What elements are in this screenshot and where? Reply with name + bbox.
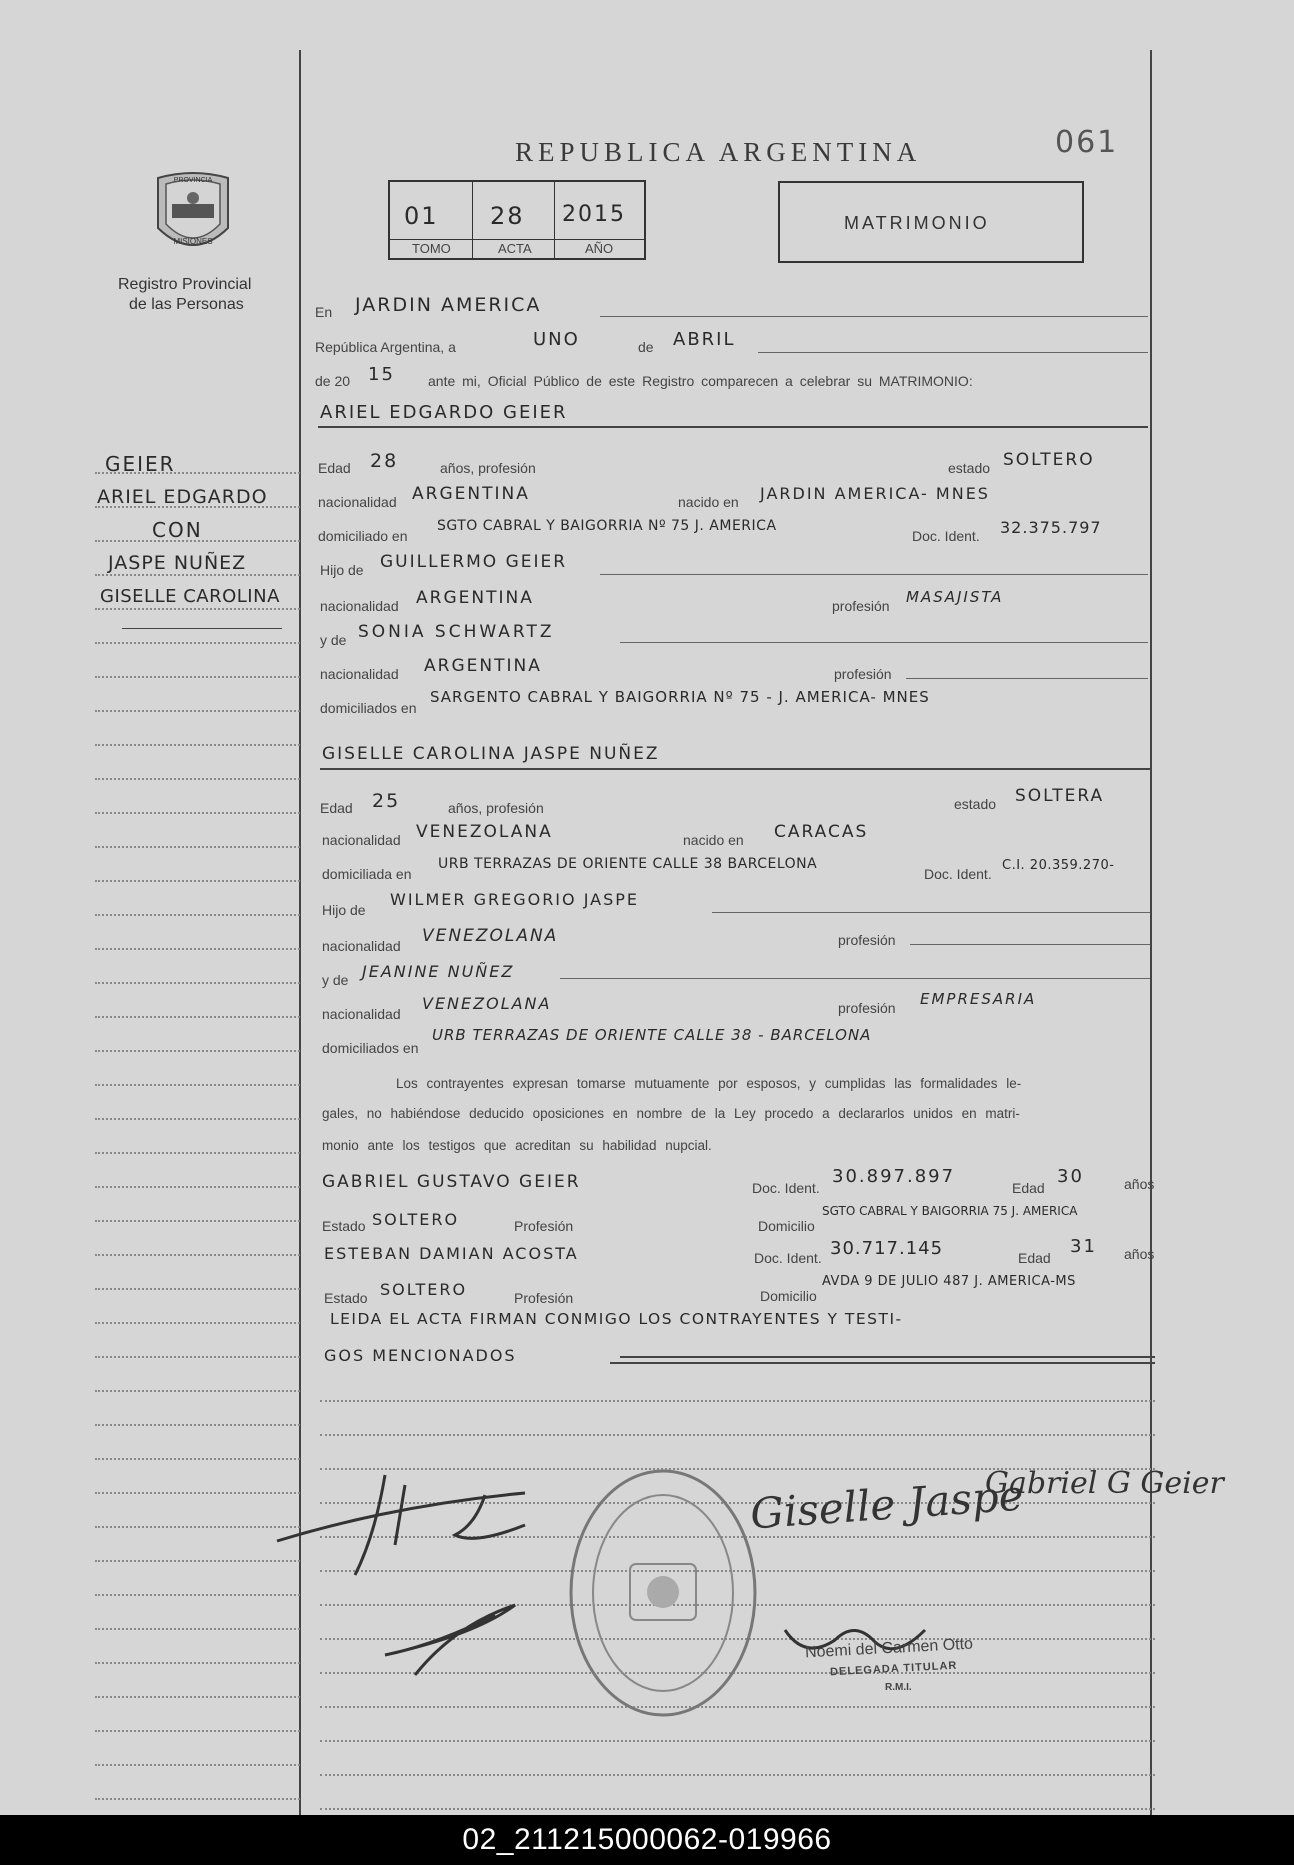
witness1-anos-label: años — [1124, 1176, 1155, 1192]
bride-address: URB TERRAZAS DE ORIENTE CALLE 38 BARCELONA — [438, 856, 818, 872]
witness2-name: ESTEBAN DAMIAN ACOSTA — [324, 1244, 579, 1263]
groom-mother-nat-label: nacionalidad — [320, 666, 399, 682]
marriage-month: ABRIL — [673, 329, 736, 350]
bride-doc: C.I. 20.359.270- — [1002, 858, 1115, 873]
witness2-profesion-label: Profesión — [514, 1290, 574, 1306]
republica-label: República Argentina, a — [315, 339, 456, 355]
bride-doc-label: Doc. Ident. — [924, 866, 992, 882]
witness1-address: SGTO CABRAL Y BAIGORRIA 75 J. AMERICA — [822, 1204, 1078, 1218]
witness1-name: GABRIEL GUSTAVO GEIER — [322, 1172, 581, 1192]
witness1-edad-label: Edad — [1012, 1180, 1045, 1196]
groom-father-nat-label: nacionalidad — [320, 598, 399, 614]
bride-estado: SOLTERA — [1015, 786, 1105, 806]
tomo-value: 01 — [404, 202, 439, 230]
act-box — [388, 180, 646, 260]
registry-stamp-icon — [568, 1468, 758, 1718]
witness1-age: 30 — [1057, 1166, 1084, 1187]
witness2-address: AVDA 9 DE JULIO 487 J. AMERICA-MS — [822, 1274, 1076, 1289]
page-number: 061 — [1055, 125, 1119, 160]
groom-nationality-label: nacionalidad — [318, 494, 397, 510]
bride-parents-dom-label: domiciliados en — [322, 1040, 419, 1056]
groom-nacido-label: nacido en — [678, 494, 739, 510]
right-page-border — [1150, 50, 1152, 1815]
groom-doc: 32.375.797 — [1000, 518, 1102, 537]
declaration-line2: gales, no habiéndose deducido oposiciones en nombre de la Ley procedo a declararlos unidos en matri- — [322, 1106, 1020, 1121]
bride-father: WILMER GREGORIO JASPE — [390, 890, 639, 909]
groom-doc-label: Doc. Ident. — [912, 528, 980, 544]
groom-yde-label: y de — [320, 632, 347, 648]
official-name: Noemi del Carmen Otto — [804, 1635, 974, 1662]
groom-nationality: ARGENTINA — [412, 484, 530, 504]
year-prefix: de 20 — [315, 373, 351, 389]
witness-signature: Gabriel G Geier — [985, 1466, 1224, 1501]
registry-name-line2: de las Personas — [129, 296, 244, 313]
groom-address: SGTO CABRAL Y BAIGORRIA Nº 75 J. AMERICA — [437, 518, 777, 534]
ano-value: 2015 — [562, 202, 626, 227]
groom-estado-label: estado — [948, 460, 991, 476]
groom-parents-address: SARGENTO CABRAL Y BAIGORRIA Nº 75 - J. AMERICA- MNES — [430, 688, 930, 706]
witness1-doc: 30.897.897 — [832, 1166, 956, 1187]
bride-hijo-label: Hijo de — [322, 902, 366, 918]
groom-full-name: ARIEL EDGARDO GEIER — [320, 402, 568, 423]
bride-father-prof-label: profesión — [838, 932, 896, 948]
document-id: 02_211215000062-019966 — [462, 1823, 832, 1856]
witness2-age: 31 — [1070, 1236, 1097, 1257]
en-label: En — [315, 304, 333, 320]
tomo-label: TOMO — [412, 241, 451, 256]
witness2-estado: SOLTERO — [380, 1280, 468, 1299]
groom-father: GUILLERMO GEIER — [380, 552, 568, 572]
bride-yde-label: y de — [322, 972, 349, 988]
bride-domicile-label: domiciliada en — [322, 866, 412, 882]
acta-value: 28 — [490, 202, 525, 230]
groom-anos-label: años, profesión — [440, 460, 536, 476]
groom-father-nationality: ARGENTINA — [416, 588, 534, 608]
declaration-line3: monio ante los testigos que acreditan su habilidad nupcial. — [322, 1138, 712, 1153]
registry-name-line1: Registro Provincial — [118, 276, 252, 293]
appearance-statement: ante mi, Oficial Público de este Registro comparecen a celebrar su MATRIMONIO: — [428, 373, 973, 389]
margin-note-line3: CON — [152, 518, 203, 542]
bride-signature: Giselle Jaspe — [748, 1470, 1026, 1539]
groom-father-prof-label: profesión — [832, 598, 890, 614]
witness2-estado-label: Estado — [324, 1290, 368, 1306]
bride-parents-address: URB TERRAZAS DE ORIENTE CALLE 38 - BARCELONA — [432, 1026, 872, 1044]
bride-nacido-label: nacido en — [683, 832, 744, 848]
bride-birthplace: CARACAS — [774, 822, 869, 842]
provincial-seal-icon — [152, 168, 234, 262]
witness2-edad-label: Edad — [1018, 1250, 1051, 1266]
bride-father-nationality: VENEZOLANA — [422, 926, 559, 946]
witness1-estado: SOLTERO — [372, 1210, 460, 1229]
official-signature-icon — [275, 1465, 575, 1685]
bride-mother: JEANINE NUÑEZ — [362, 962, 515, 981]
bride-nationality: VENEZOLANA — [416, 822, 553, 842]
groom-edad-label: Edad — [318, 460, 351, 476]
groom-mother-prof-label: profesión — [834, 666, 892, 682]
de-label: de — [638, 339, 654, 355]
witness1-doc-label: Doc. Ident. — [752, 1180, 820, 1196]
ano-label: AÑO — [585, 241, 614, 256]
groom-hijo-label: Hijo de — [320, 562, 364, 578]
groom-father-profession: MASAJISTA — [906, 588, 1004, 606]
bride-mother-profession: EMPRESARIA — [920, 990, 1037, 1008]
bride-mother-nationality: VENEZOLANA — [422, 994, 552, 1013]
groom-age: 28 — [370, 450, 399, 472]
svg-text:MISIONES: MISIONES — [173, 237, 213, 246]
marriage-place: JARDIN AMERICA — [355, 294, 542, 316]
record-type-label: MATRIMONIO — [844, 213, 990, 233]
bride-anos-label: años, profesión — [448, 800, 544, 816]
record-type-box — [778, 181, 1084, 263]
witness2-doc-label: Doc. Ident. — [754, 1250, 822, 1266]
margin-note-line2: ARIEL EDGARDO — [97, 486, 268, 508]
official-code: R.M.I. — [885, 1682, 912, 1693]
bride-edad-label: Edad — [320, 800, 353, 816]
country-title: REPUBLICA ARGENTINA — [515, 137, 922, 167]
document-id-bar — [0, 1815, 1294, 1865]
bride-full-name: GISELLE CAROLINA JASPE NUÑEZ — [322, 744, 660, 764]
bride-mother-nat-label: nacionalidad — [322, 1006, 401, 1022]
acta-label: ACTA — [498, 241, 532, 256]
bride-estado-label: estado — [954, 796, 997, 812]
marriage-year-suffix: 15 — [368, 364, 395, 385]
closing-line1: LEIDA EL ACTA FIRMAN CONMIGO LOS CONTRAYENTES Y TESTI- — [330, 1310, 903, 1328]
margin-note-line5: GISELLE CAROLINA — [100, 586, 280, 607]
witness2-doc: 30.717.145 — [830, 1238, 944, 1259]
groom-mother: SONIA SCHWARTZ — [358, 622, 555, 642]
groom-mother-nationality: ARGENTINA — [424, 656, 542, 676]
margin-note-line4: JASPE NUÑEZ — [108, 552, 247, 574]
groom-domicile-label: domiciliado en — [318, 528, 408, 544]
witness1-profesion-label: Profesión — [514, 1218, 574, 1234]
marriage-day: UNO — [533, 329, 580, 350]
bride-father-nat-label: nacionalidad — [322, 938, 401, 954]
groom-parents-dom-label: domiciliados en — [320, 700, 417, 716]
bride-nationality-label: nacionalidad — [322, 832, 401, 848]
official-title: DELEGADA TITULAR — [829, 1659, 958, 1679]
bride-mother-prof-label: profesión — [838, 1000, 896, 1016]
groom-estado: SOLTERO — [1003, 450, 1095, 470]
margin-note-line1: GEIER — [105, 452, 176, 476]
witness2-anos-label: años — [1124, 1246, 1155, 1262]
declaration-line1: Los contrayentes expresan tomarse mutuamente por esposos, y cumplidas las formalidades le- — [396, 1076, 1022, 1091]
svg-text:PROVINCIA: PROVINCIA — [173, 177, 213, 184]
closing-line2: GOS MENCIONADOS — [324, 1346, 517, 1365]
bride-age: 25 — [372, 790, 401, 812]
witness1-estado-label: Estado — [322, 1218, 366, 1234]
witness2-domicilio-label: Domicilio — [760, 1288, 817, 1304]
groom-birthplace: JARDIN AMERICA- MNES — [760, 484, 990, 503]
witness1-domicilio-label: Domicilio — [758, 1218, 815, 1234]
